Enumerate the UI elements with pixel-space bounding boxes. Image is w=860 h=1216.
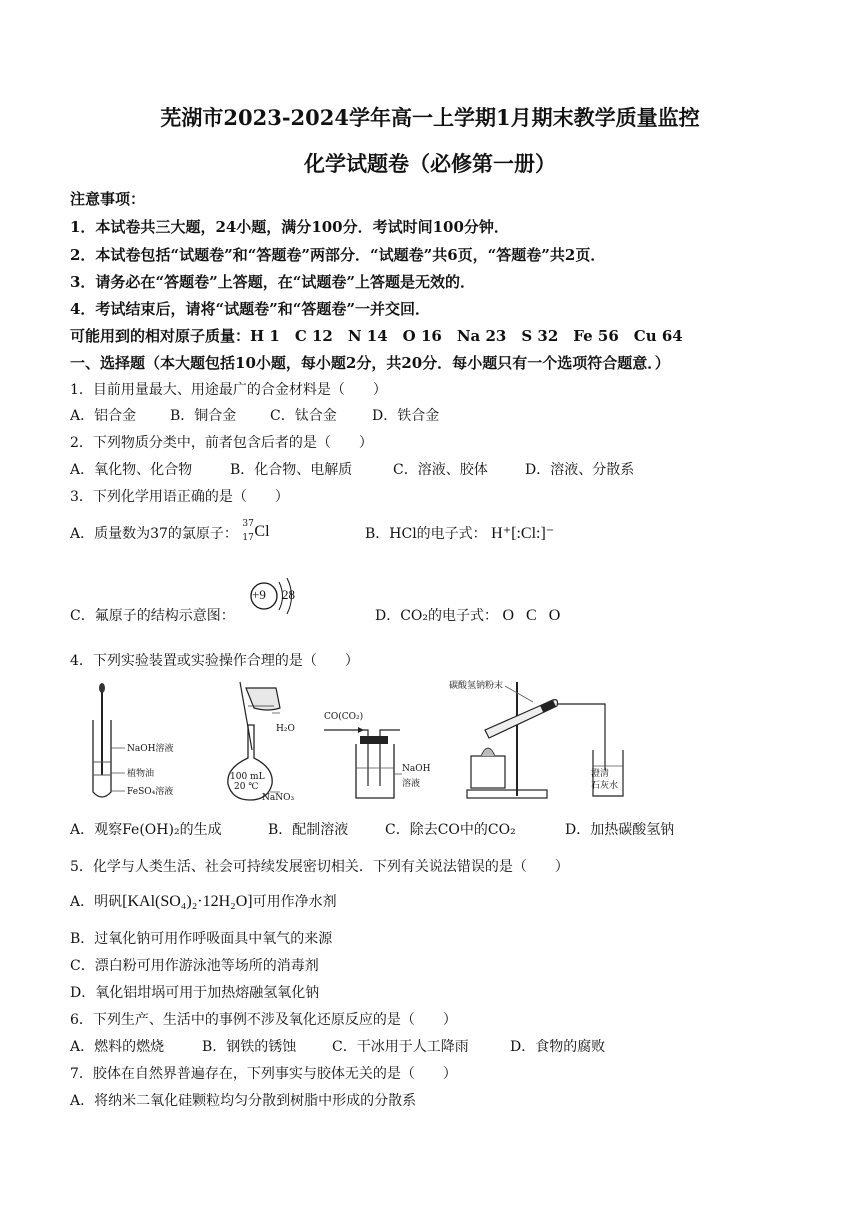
co2-electron-formula: O C O <box>502 607 565 624</box>
q7-stem: 7．胶体在自然界普遍存在，下列事实与胶体无关的是（ ） <box>70 1066 457 1082</box>
notice-item-4: 4．考试结束后，请将“试题卷”和“答题卷”一并交回． <box>70 300 430 318</box>
q4-option-c: C．除去CO中的CO₂ <box>385 822 516 838</box>
nuclide-symbol <box>242 519 276 543</box>
label-naoh: NaOH <box>402 764 431 774</box>
q3-option-b <box>365 523 554 543</box>
q6-option-b: B．钢铁的锈蚀 <box>202 1039 297 1055</box>
section-1-heading: 一、选择题（本大题包括10小题，每小题2分，共20分．每小题只有一个选项符合题意．） <box>70 354 670 372</box>
q3-option-a-text: A．质量数为37的氯原子： <box>70 526 238 542</box>
q3-option-d-text: D．CO₂的电子式： <box>375 608 499 624</box>
label-limewater: 石灰水 <box>591 781 619 791</box>
q5-stem: 5．化学与人类生活、社会可持续发展密切相关．下列有关说法错误的是（ ） <box>70 859 569 875</box>
label-flask-volume: 100 mL <box>230 772 265 782</box>
q3-option-b-text: B．HCl的电子式： <box>365 526 487 542</box>
exam-title: 芜湖市2023-2024学年高一上学期1月期末教学质量监控 <box>160 105 700 130</box>
q3-option-a <box>70 519 276 543</box>
q5-option-c: C．漂白粉可用作游泳池等场所的消毒剂 <box>70 958 319 974</box>
notice-item-1: 1．本试卷共三大题，24小题，满分100分．考试时间100分钟． <box>70 218 509 236</box>
notice-item-2: 2．本试卷包括“试题卷”和“答题卷”两部分．“试题卷”共6页，“答题卷”共2页． <box>70 246 606 264</box>
q2-stem: 2．下列物质分类中，前者包含后者的是（ ） <box>70 435 373 451</box>
label-water: H₂O <box>276 724 295 734</box>
q6-option-c: C．干冰用于人工降雨 <box>332 1039 469 1055</box>
atomic-number: 17 <box>242 533 254 543</box>
q1-option-a: A．铝合金 <box>70 408 137 424</box>
label-vegetable-oil: 植物油 <box>127 769 155 779</box>
q4-option-a: A．观察Fe(OH)₂的生成 <box>70 822 222 838</box>
q3-stem: 3．下列化学用语正确的是（ ） <box>70 489 289 505</box>
fluorine-structure-diagram <box>244 572 304 622</box>
notice-item-3: 3．请务必在“答题卷”上答题，在“试题卷”上答题是无效的． <box>70 273 475 291</box>
exam-subtitle: 化学试题卷（必修第一册） <box>304 151 556 176</box>
q1-option-d: D．铁合金 <box>372 408 440 424</box>
atomic-masses: 可能用到的相对原子质量：H 1 C 12 N 14 O 16 Na 23 S 32 Fe 56 Cu 64 <box>70 327 683 345</box>
q4-option-d: D．加热碳酸氢钠 <box>565 822 675 838</box>
label-flask-temp: 20 ℃ <box>234 782 259 792</box>
q5-option-a-post: 可用作净水剂 <box>252 894 337 910</box>
q2-option-d: D．溶液、分散系 <box>525 462 635 478</box>
q6-stem: 6．下列生产、生活中的事例不涉及氧化还原反应的是（ ） <box>70 1012 457 1028</box>
q2-option-a: A．氧化物、化合物 <box>70 462 193 478</box>
mass-number: 37 <box>242 519 254 529</box>
shell-electrons: 28 <box>282 587 295 602</box>
q7-option-a: A．将纳米二氧化硅颗粒均匀分散到树脂中形成的分散系 <box>70 1093 417 1109</box>
q4-stem: 4．下列实验装置或实验操作合理的是（ ） <box>70 653 359 669</box>
q5-option-a-pre: A．明矾 <box>70 894 123 910</box>
fig-volumetric-flask <box>218 680 328 805</box>
label-co-co2: CO(CO₂) <box>324 712 364 722</box>
fig-heating-nahco3 <box>445 678 635 806</box>
label-clear: 澄清 <box>591 769 610 779</box>
q1-option-b: B．铜合金 <box>170 408 237 424</box>
q5-option-a <box>70 891 337 911</box>
notice-heading: 注意事项： <box>70 190 146 208</box>
q2-option-b: B．化合物、电解质 <box>230 462 353 478</box>
q1-stem: 1．目前用量最大、用途最广的合金材料是（ ） <box>70 382 387 398</box>
q4-option-b: B．配制溶液 <box>268 822 349 838</box>
element-symbol: Cl <box>254 523 270 540</box>
q6-option-d: D．食物的腐败 <box>510 1039 606 1055</box>
q3-option-c: C．氟原子的结构示意图： <box>70 608 235 624</box>
label-nahco3-powder: 碳酸氢钠粉末 <box>449 681 504 691</box>
fig-fe-oh-2-apparatus <box>85 680 215 805</box>
label-solution: 溶液 <box>402 779 421 789</box>
q5-option-d: D．氧化铝坩埚可用于加热熔融氢氧化钠 <box>70 985 320 1001</box>
q5-option-b: B．过氧化钠可用作呼吸面具中氧气的来源 <box>70 931 333 947</box>
q6-option-a: A．燃料的燃烧 <box>70 1039 165 1055</box>
alum-formula: [KAl(SO₄)₂·12H₂O] <box>122 893 253 910</box>
fig-gas-washing-bottle <box>322 708 432 808</box>
q3-option-d <box>375 605 564 625</box>
q2-option-c: C．溶液、胶体 <box>393 462 488 478</box>
label-feso4-solution: FeSO₄溶液 <box>127 787 174 797</box>
q1-option-c: C．钛合金 <box>270 408 337 424</box>
label-nano3: NaNO₃ <box>262 793 295 803</box>
hcl-electron-formula: H⁺[:Cl:]⁻ <box>491 525 555 542</box>
nucleus-charge: +9 <box>252 587 266 602</box>
label-naoh-solution: NaOH溶液 <box>127 744 174 754</box>
